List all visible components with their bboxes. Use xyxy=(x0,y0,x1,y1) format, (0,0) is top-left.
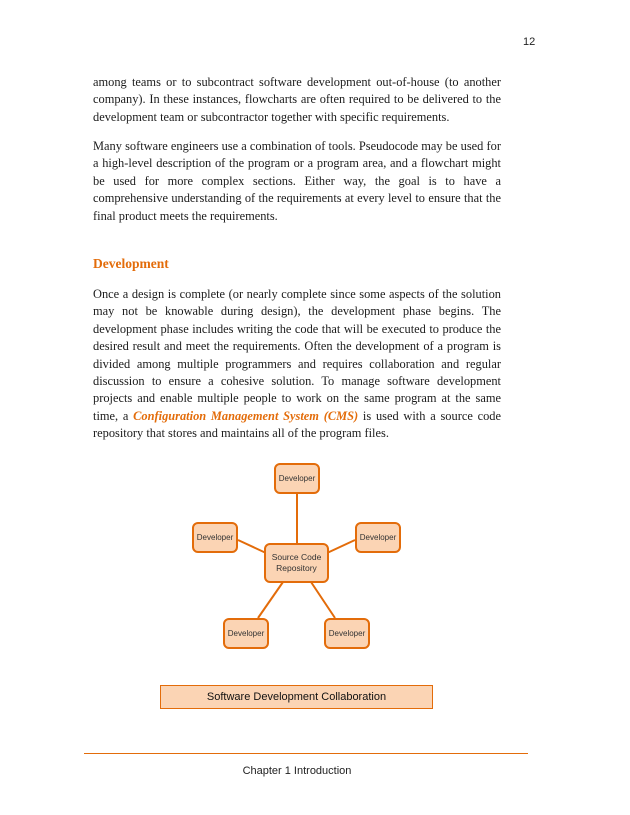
term-cms: Configuration Management System (CMS) xyxy=(133,408,359,423)
developer-node-top: Developer xyxy=(274,463,320,494)
footer-divider xyxy=(84,753,528,754)
paragraph-development-text-end: is used with a source code repository that stores and maintains all of the program files. xyxy=(93,408,501,441)
paragraph-tools: Many software engineers use a combination of tools. Pseudocode may be used for a high-level description of the program or a program area, and a flowchart might be used for more complex sections. Either way, the goal is to have a comprehensive understanding of the requirements at every level to ensure that the final product meets the requirements. xyxy=(93,139,501,223)
developer-node-left: Developer xyxy=(192,522,238,553)
paragraph-development xyxy=(93,286,501,443)
connector-left xyxy=(238,540,266,553)
paragraph-development-text-start: Once a design is complete (or nearly complete since some aspects of the solution may not be knowable during design), the development phase begins. The development phase includes writing the code that will be executed to produce the desired result and meet the requirements. Often the development of a program is divided among multiple programmers and requires collaboration and regular discussion to ensure a cohesive solution. To manage software development projects and enable multiple people to work on the same program at the same time, a xyxy=(93,287,501,423)
footer-chapter-title: Chapter 1 Introduction xyxy=(242,765,352,777)
figure-caption: Software Development Collaboration xyxy=(160,685,433,709)
connector-bottom-right xyxy=(311,582,335,618)
developer-node-bottom-left: Developer xyxy=(223,618,269,649)
connector-bottom-left xyxy=(258,582,283,618)
page-number: 12 xyxy=(523,36,536,48)
section-heading-development: Development xyxy=(93,256,169,271)
developer-node-bottom-right: Developer xyxy=(324,618,370,649)
paragraph-intro-continued: among teams or to subcontract software development out-of-house (to another company). In these instances, flowcharts are often required to be delivered to the development team or subcontractor together with specific requirements. xyxy=(93,75,501,124)
source-code-repository-node: Source Code Repository xyxy=(264,543,329,583)
connector-right xyxy=(327,540,355,553)
developer-node-right: Developer xyxy=(355,522,401,553)
